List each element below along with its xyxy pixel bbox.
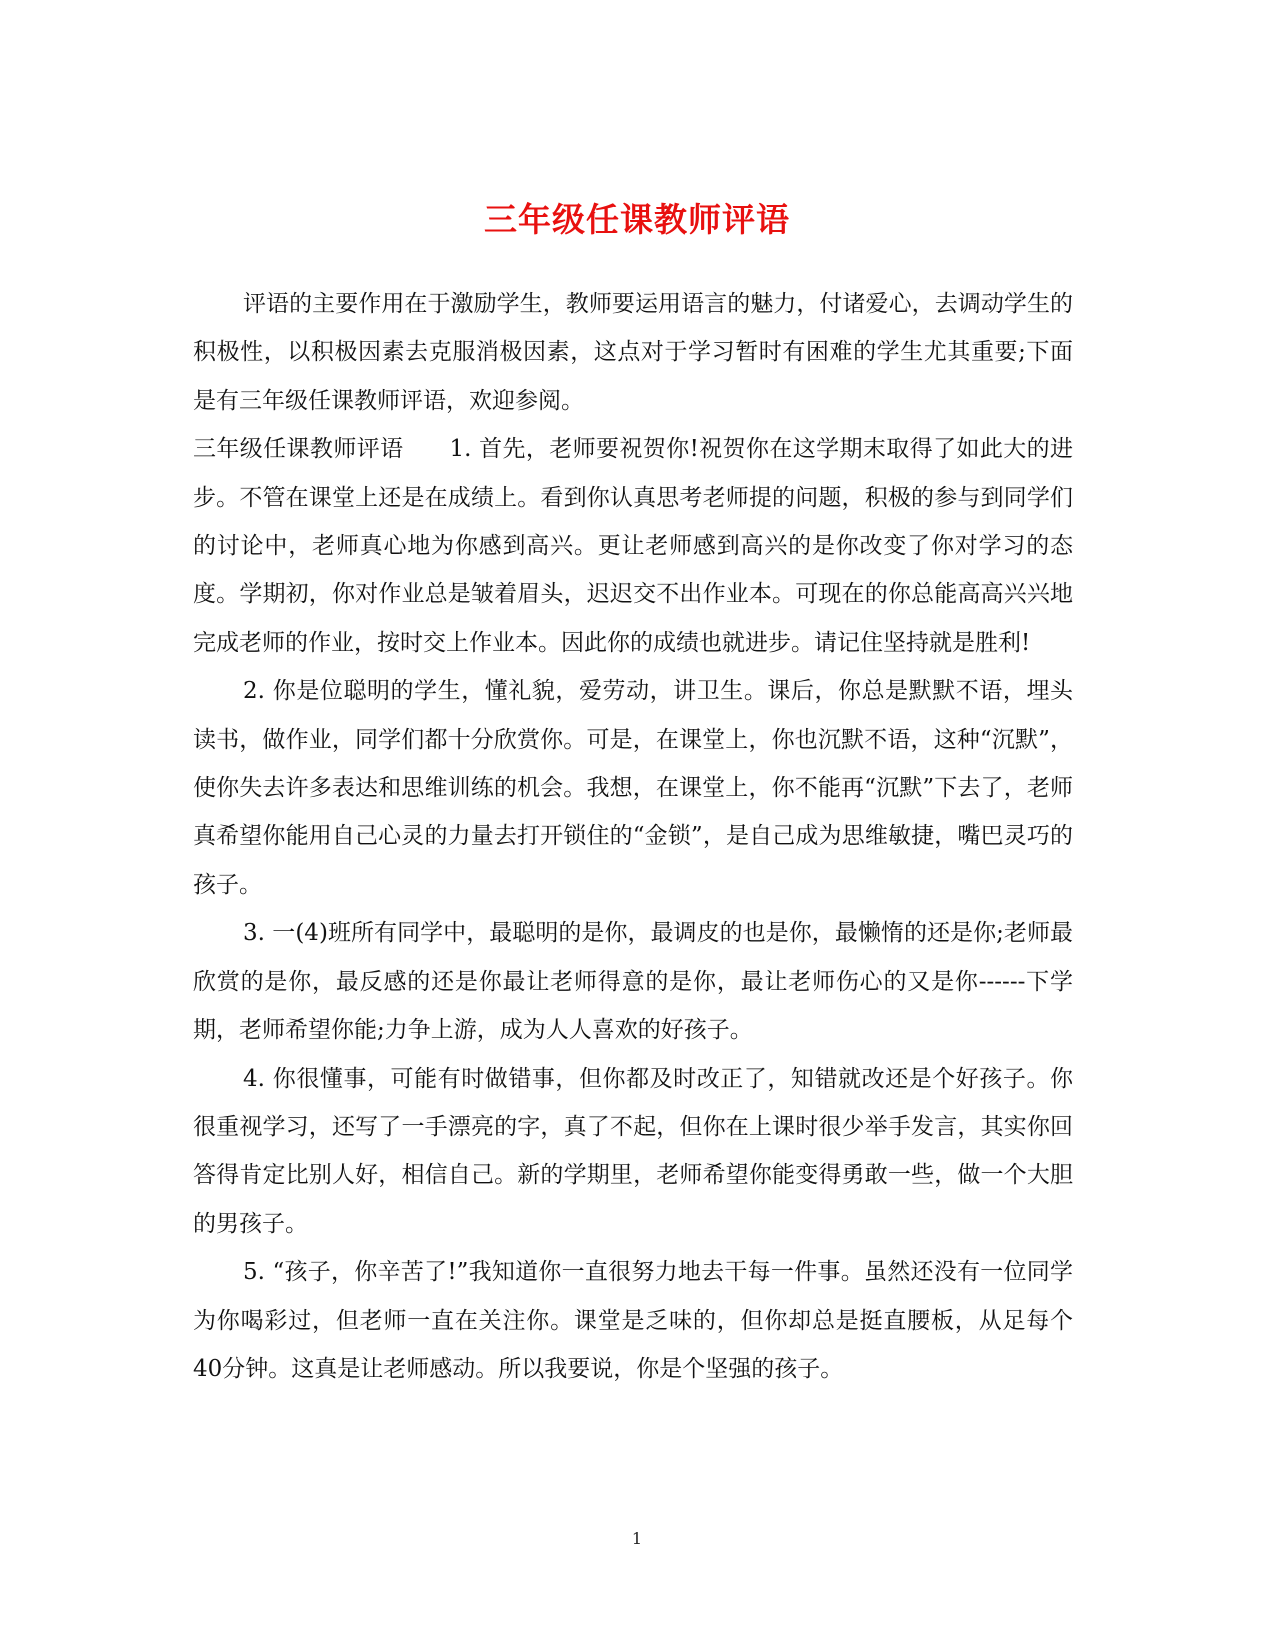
intro-paragraph: 评语的主要作用在于激励学生，教师要运用语言的魅力，付诸爱心，去调动学生的积极性，以积极因素去克服消极因素，这点对于学习暂时有困难的学生尤其重要;下面是有三年级任课教师评语，欢迎参阅。	[193, 291, 1073, 414]
comment-item-5: 5. “孩子，你辛苦了!”我知道你一直很努力地去干每一件事。虽然还没有一位同学为你喝彩过，但老师一直在关注你。课堂是乏味的，但你却总是挺直腰板，从足每个40分钟。这真是让老师感动。所以我要说，你是个坚强的孩子。	[193, 1259, 1073, 1382]
comment-item-4: 4. 你很懂事，可能有时做错事，但你都及时改正了，知错就改还是个好孩子。你很重视学习，还写了一手漂亮的字，真了不起，但你在上课时很少举手发言，其实你回答得肯定比别人好，相信自己。新的学期里，老师希望你能变得勇敢一些，做一个大胆的男孩子。	[193, 1065, 1073, 1237]
comment-item-1: 1. 首先，老师要祝贺你!祝贺你在这学期末取得了如此大的进步。不管在课堂上还是在成绩上。看到你认真思考老师提的问题，积极的参与到同学们的讨论中，老师真心地为你感到高兴。更让老师感到高兴的是你改变了你对学习的态度。学期初，你对作业总是皱着眉头，迟迟交不出作业本。可现在的你总能高高兴兴地完成老师的作业，按时交上作业本。因此你的成绩也就进步。请记住坚持就是胜利!	[193, 436, 1074, 656]
document-body	[193, 280, 1073, 1393]
comment-item-3: 3. 一(4)班所有同学中，最聪明的是你，最调皮的也是你，最懒惰的还是你;老师最欣赏的是你，最反感的还是你最让老师得意的是你，最让老师伤心的又是你------下学期，老师希望你能;力争上游，成为人人喜欢的好孩子。	[193, 920, 1073, 1044]
section-heading-label: 三年级任课教师评语	[193, 436, 404, 463]
document-title: 三年级任课教师评语	[484, 200, 790, 240]
comment-item-2: 2. 你是位聪明的学生，懂礼貌，爱劳动，讲卫生。课后，你总是默默不语，埋头读书，做作业，同学们都十分欣赏你。可是，在课堂上，你也沉默不语，这种“沉默”，使你失去许多表达和思维训练的机会。我想，在课堂上，你不能再“沉默”下去了，老师真希望你能用自己心灵的力量去打开锁住的“金锁”，是自己成为思维敏捷，嘴巴灵巧的孩子。	[193, 678, 1073, 898]
page-number: 1	[631, 1529, 643, 1548]
section-paragraph-1	[193, 425, 1073, 667]
